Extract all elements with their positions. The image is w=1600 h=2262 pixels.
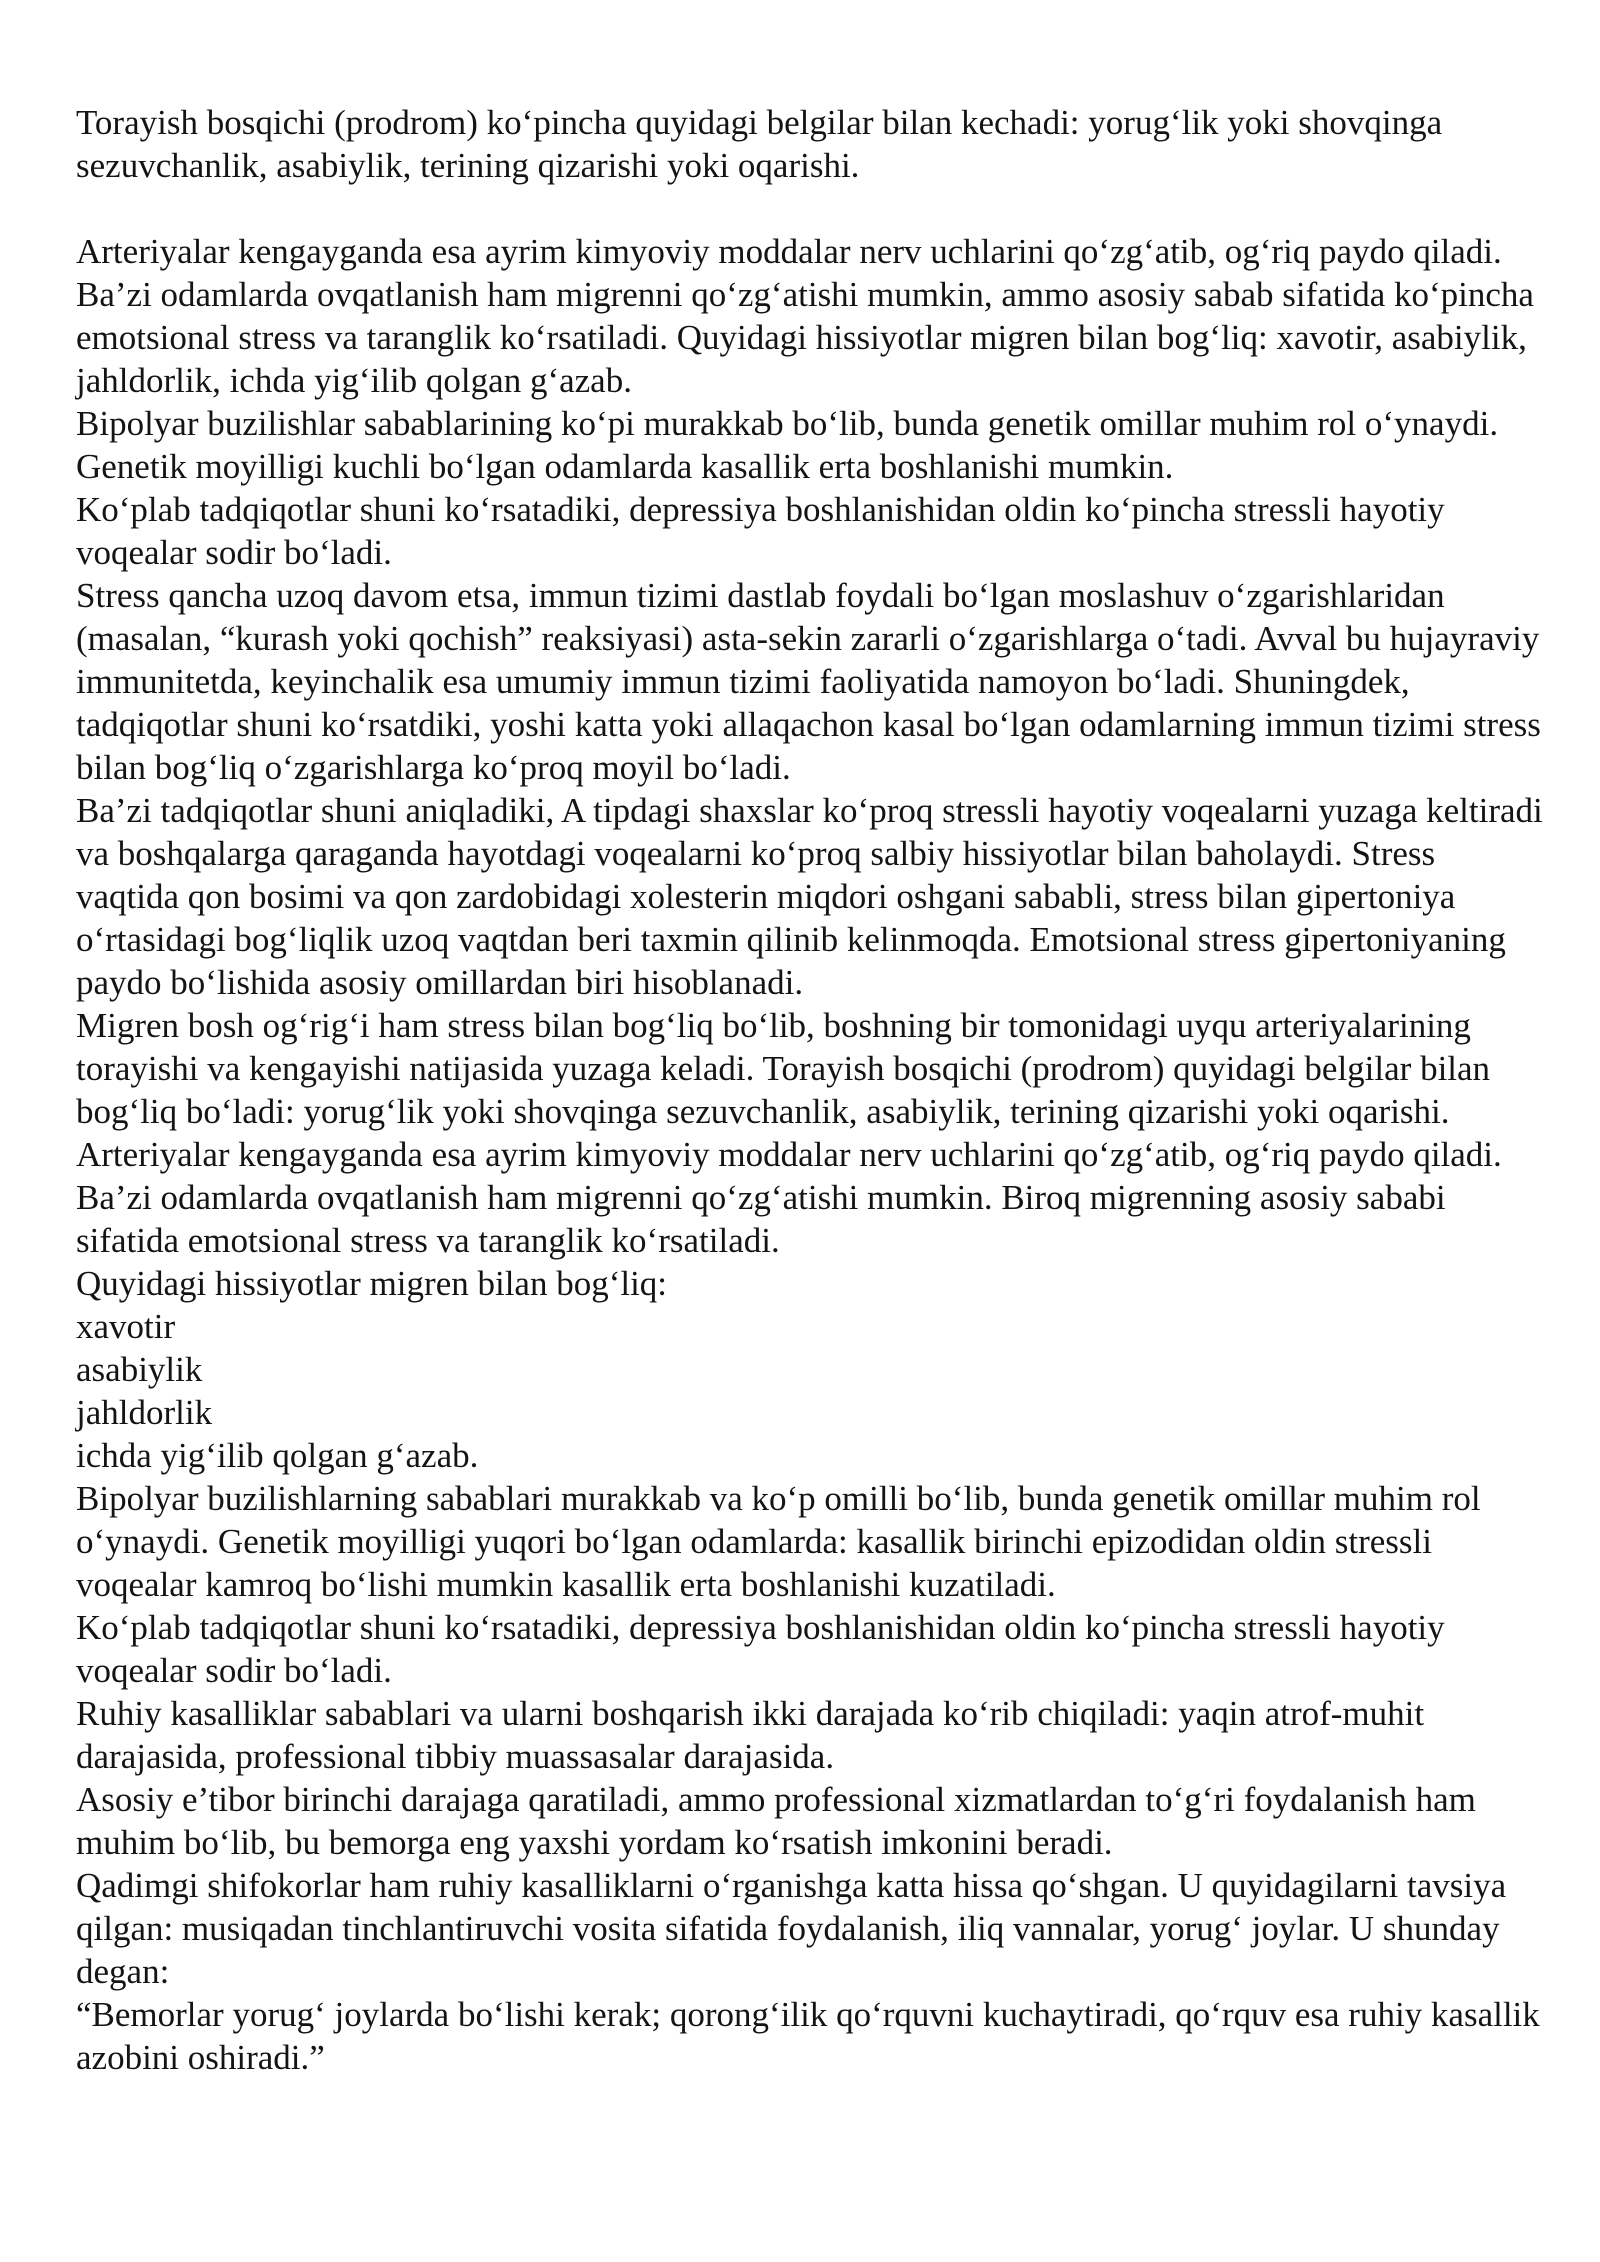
paragraph-emotions-heading: Quyidagi hissiyotlar migren bilan bog‘liq:: [76, 1264, 668, 1303]
paragraph-depression-stress-repeat: Ko‘plab tadqiqotlar shuni ko‘rsatadiki, depressiya boshlanishidan oldin ko‘pincha stressli hayotiy voqealar sodir bo‘ladi.: [76, 1608, 1445, 1690]
document-page: [76, 101, 1546, 2079]
paragraph-quote: “Bemorlar yorug‘ joylarda bo‘lishi kerak; qorong‘ilik qo‘rquvni kuchaytiradi, qo‘rquv esa ruhiy kasallik azobini oshiradi.”: [76, 1995, 1540, 2077]
list-item-nervousness: asabiylik: [76, 1350, 203, 1389]
paragraph-migraine-arteries: Migren bosh og‘rig‘i ham stress bilan bog‘liq bo‘lib, boshning bir tomonidagi uyqu arteriyalarining torayishi va kengayishi natijasida yuzaga keladi. Torayish bosqichi (prodrom) quyidagi belgilar bilan bog‘liq bo‘ladi: yorug‘lik yoki shovqinga sezuvchanlik, asabiylik, terining qizarishi yoki oqarishi.: [76, 1006, 1491, 1131]
list-item-irritability: jahldorlik: [76, 1393, 213, 1432]
paragraph-immune-stress: Stress qancha uzoq davom etsa, immun tizimi dastlab foydali bo‘lgan moslashuv o‘zgarishlaridan (masalan, “kurash yoki qochish” reaksiyasi) asta-sekin zararli o‘zgarishlarga o‘tadi. Avval bu hujayraviy immunitetda, keyinchalik esa umumiy immun tizimi faoliyatida namoyon bo‘ladi. Shuningdek, tadqiqotlar shuni ko‘rsatdiki, yoshi katta yoki allaqachon kasal bo‘lgan odamlarning immun tizimi stress bilan bog‘liq o‘zgarishlarga ko‘proq moyil bo‘ladi.: [76, 576, 1541, 787]
list-item-anxiety: xavotir: [76, 1307, 176, 1346]
paragraph-bipolar-genetics: Bipolyar buzilishlar sabablarining ko‘pi murakkab bo‘lib, bunda genetik omillar muhim rol o‘ynaydi. Genetik moyilligi kuchli bo‘lgan odamlarda kasallik erta boshlanishi mumkin.: [76, 404, 1499, 486]
paragraph-bipolar-causes: Bipolyar buzilishlarning sabablari murakkab va ko‘p omilli bo‘lib, bunda genetik omillar muhim rol o‘ynaydi. Genetik moyilligi yuqori bo‘lgan odamlarda: kasallik birinchi epizodidan oldin stressli voqealar kamroq bo‘lishi mumkin kasallik erta boshlanishi kuzatiladi.: [76, 1479, 1481, 1604]
paragraph-mental-illness-levels: Ruhiy kasalliklar sabablari va ularni boshqarish ikki darajada ko‘rib chiqiladi: yaqin atrof-muhit darajasida, professional tibbiy muassasalar darajasida.: [76, 1694, 1425, 1776]
paragraph-migraine-causes: Arteriyalar kengayganda esa ayrim kimyoviy moddalar nerv uchlarini qo‘zg‘atib, og‘riq paydo qiladi. Ba’zi odamlarda ovqatlanish ham migrenni qo‘zg‘atishi mumkin. Biroq migrenning asosiy sababi sifatida emotsional stress va taranglik ko‘rsatiladi.: [76, 1135, 1502, 1260]
paragraph-first-level-focus: Asosiy e’tibor birinchi darajaga qaratiladi, ammo professional xizmatlardan to‘g‘ri foydalanish ham muhim bo‘lib, bu bemorga eng yaxshi yordam ko‘rsatish imkonini beradi.: [76, 1780, 1476, 1862]
list-item-suppressed-anger: ichda yig‘ilib qolgan g‘azab.: [76, 1436, 479, 1475]
paragraph-ancient-physicians: Qadimgi shifokorlar ham ruhiy kasalliklarni o‘rganishga katta hissa qo‘shgan. U quyidagilarni tavsiya qilgan: musiqadan tinchlantiruvchi vosita sifatida foydalanish, iliq vannalar, yorug‘ joylar. U shunday degan:: [76, 1866, 1507, 1991]
paragraph-depression-stress: Ko‘plab tadqiqotlar shuni ko‘rsatadiki, depressiya boshlanishidan oldin ko‘pincha stressli hayotiy voqealar sodir bo‘ladi.: [76, 490, 1445, 572]
paragraph-prodrom-intro: Torayish bosqichi (prodrom) ko‘pincha quyidagi belgilar bilan kechadi: yorug‘lik yoki shovqinga sezuvchanlik, asabiylik, terining qizarishi yoki oqarishi.: [76, 103, 1443, 185]
paragraph-arteries-emotions: Arteriyalar kengayganda esa ayrim kimyoviy moddalar nerv uchlarini qo‘zg‘atib, og‘riq paydo qiladi. Ba’zi odamlarda ovqatlanish ham migrenni qo‘zg‘atishi mumkin, ammo asosiy sabab sifatida ko‘pincha emotsional stress va taranglik ko‘rsatiladi. Quyidagi hissiyotlar migren bilan bog‘liq: xavotir, asabiylik, jahldorlik, ichda yig‘ilib qolgan g‘azab.: [76, 232, 1534, 400]
paragraph-type-a-hypertension: Ba’zi tadqiqotlar shuni aniqladiki, A tipdagi shaxslar ko‘proq stressli hayotiy voqealarni yuzaga keltiradi va boshqalarga qaraganda hayotdagi voqealarni ko‘proq salbiy hissiyotlar bilan baholaydi. Stress vaqtida qon bosimi va qon zardobidagi xolesterin miqdori oshgani sababli, stress bilan gipertoniya o‘rtasidagi bog‘liqlik uzoq vaqtdan beri taxmin qilinib kelinmoqda. Emotsional stress gipertoniyaning paydo bo‘lishida asosiy omillardan biri hisoblanadi.: [76, 791, 1543, 1002]
